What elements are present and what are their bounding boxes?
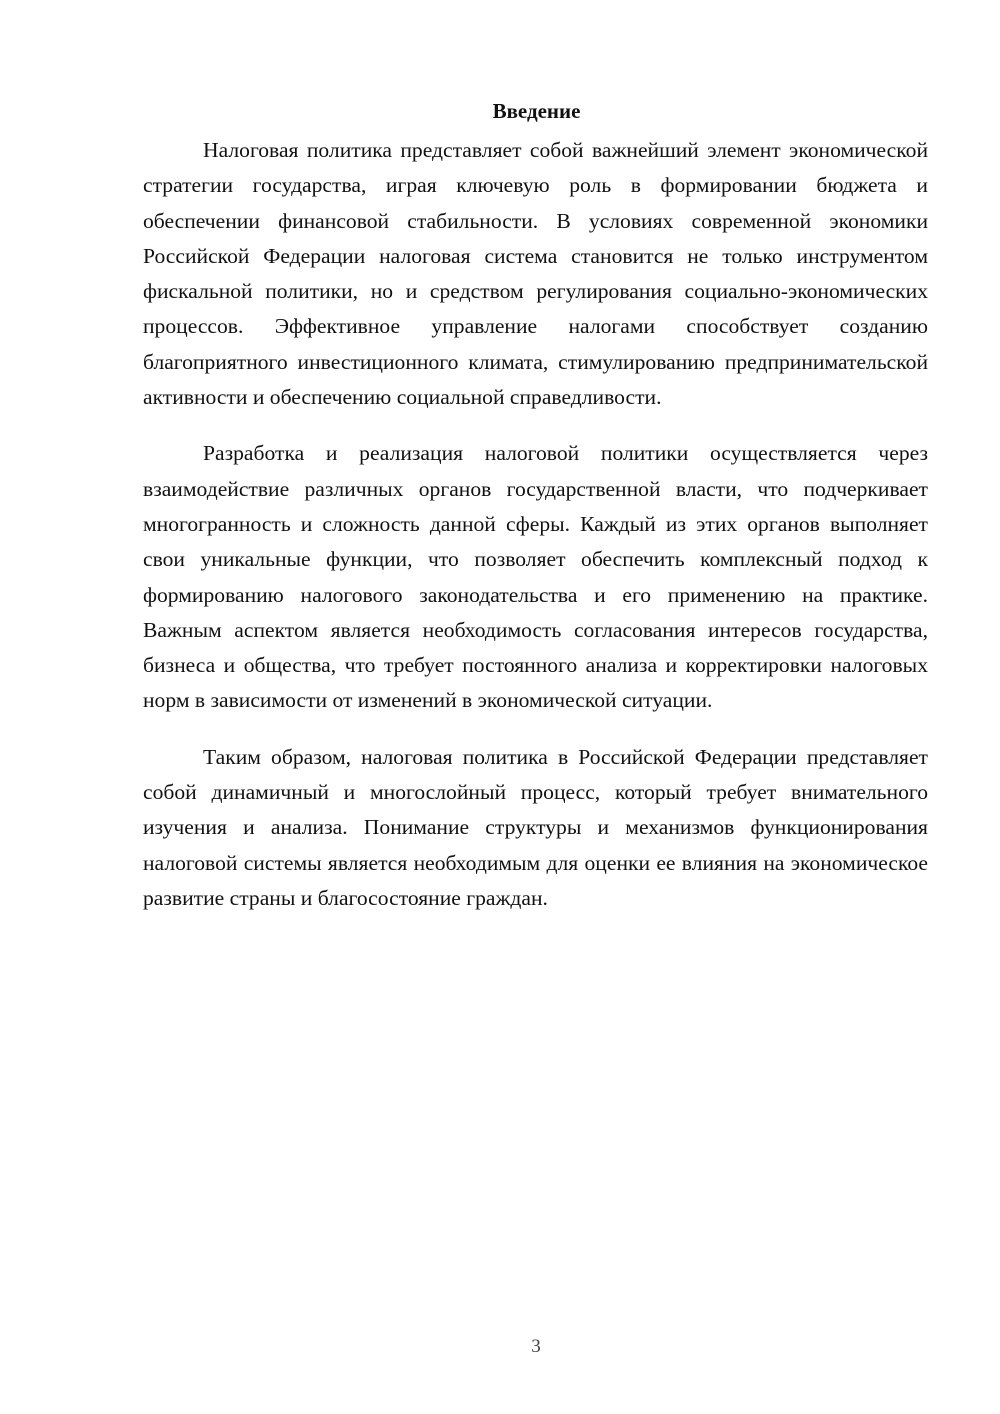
paragraph-2: Разработка и реализация налоговой политики осуществляется через взаимодействие различных органов государственной власти, что подчеркивает многогранность и сложность данной сферы. Каждый из этих органов выполняет свои уникальные функции, что позволяет обеспечить комплексный подход к формированию налогового законодательства и его применению на практике. Важным аспектом является необходимость согласования интересов государства, бизнеса и общества, что требует постоянного анализа и корректировки налоговых норм в зависимости от изменений в экономической ситуации. [143, 441, 928, 713]
page-title: Введение [492, 99, 581, 123]
paragraph-3: Таким образом, налоговая политика в Российской Федерации представляет собой динамичный и многослойный процесс, который требует внимательного изучения и анализа. Понимание структуры и механизмов функционирования налоговой системы является необходимым для оценки ее влияния на экономическое развитие страны и благосостояние граждан. [143, 744, 928, 910]
page-content [143, 94, 928, 916]
page-number: 3 [531, 1336, 541, 1357]
paragraph-1: Налоговая политика представляет собой важнейший элемент экономической стратегии государства, играя ключевую роль в формировании бюджета и обеспечении финансовой стабильности. В условиях современной экономики Российской Федерации налоговая система становится не только инструментом фискальной политики, но и средством регулирования социально-экономических процессов. Эффективное управление налогами способствует созданию благоприятного инвестиционного климата, стимулированию предпринимательской активности и обеспечению социальной справедливости. [143, 138, 928, 410]
